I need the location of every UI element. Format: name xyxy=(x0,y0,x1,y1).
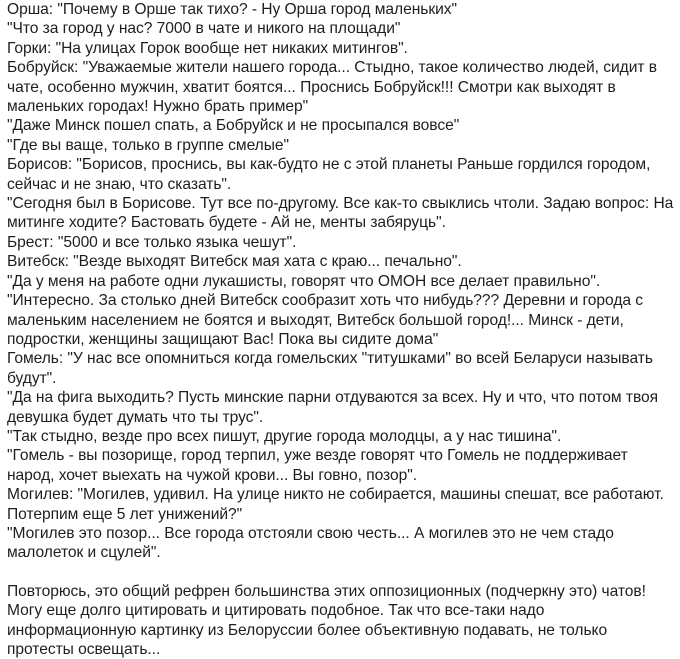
quote-line: "Могилев это позор... Все города отстояли свою честь... А могилев это не чем стадо малолеток и сцулей". xyxy=(7,524,614,562)
quotes-list xyxy=(7,0,676,563)
quote-line: "Гомель - вы позорище, город терпил, уже везде говорят что Гомель не поддерживает народ, хочет выехать на чужой крови... Вы говно, позор". xyxy=(7,447,628,484)
summary-paragraph: Повторюсь, это общий рефрен большинства этих оппозиционных (подчеркну это) чатов! Могу еще долго цитировать и цитировать подобное. Так что все-таки надо информационную картинку из Белоруссии более объективную подавать, не только протесты освещать... xyxy=(7,582,646,658)
quote-line: Горки: "На улицах Горок вообще нет никаких митингов". xyxy=(7,39,408,57)
quote-line: Бобруйск: "Уважаемые жители нашего города... Стыдно, такое количество людей, сидит в чате, особенно мужчин, хватит боятся... Проснись Бобруйск!!! Смотри как выходят в маленьких городах! Нужно брать пример" xyxy=(7,59,657,116)
quote-line: "Да у меня на работе одни лукашисты, говорят что ОМОН все делает правильно". xyxy=(7,272,601,290)
quote-line: "Где вы ваще, только в группе смелые" xyxy=(7,136,289,154)
quote-line: "Даже Минск пошел спать, а Бобруйск и не просыпался вовсе" xyxy=(7,117,460,135)
quote-line: "Да на фига выходить? Пусть минские парни отдуваются за всех. Ну и что, что потом твоя девушка будет думать что ты трус". xyxy=(7,389,659,426)
quote-line: Гомель: "У нас все опомниться когда гомельских "титушками" во всей Беларуси называть будут". xyxy=(7,350,653,387)
quote-line: Борисов: "Борисов, проснись, вы как-будто не с этой планеты Раньше гордился городом, сейчас и не знаю, что сказать". xyxy=(7,156,651,193)
quote-line: "Так стыдно, везде про всех пишут, другие города молодцы, а у нас тишина". xyxy=(7,427,562,445)
quote-line: "Что за город у нас? 7000 в чате и никого на площади" xyxy=(7,20,401,38)
quote-line: Могилев: "Могилев, удивил. На улице никто не собирается, машины спешат, все работают. Потерпим еще 5 лет унижений?" xyxy=(7,486,664,523)
quote-line: Витебск: "Везде выходят Витебск мая хата с краю... печально". xyxy=(7,253,462,271)
quote-line: "Интересно. За столько дней Витебск сообразит хоть что нибудь??? Деревни и города с маленьким населением не боятся и выходят, Витебск большой город!... Минск - дети, подростки, женщины защищают Вас! Пока вы сидите дома" xyxy=(7,292,644,348)
quote-line: Брест: "5000 и все только языка чешут". xyxy=(7,233,297,251)
quote-line: "Сегодня был в Борисове. Тут все по-другому. Все как-то свыклись чтоли. Задаю вопрос: На митинге ходите? Бастовать будете - Ай не, менты забяруць". xyxy=(7,195,674,232)
quote-line: Орша: "Почему в Орше так тихо? - Ну Орша город маленьких" xyxy=(7,1,458,18)
